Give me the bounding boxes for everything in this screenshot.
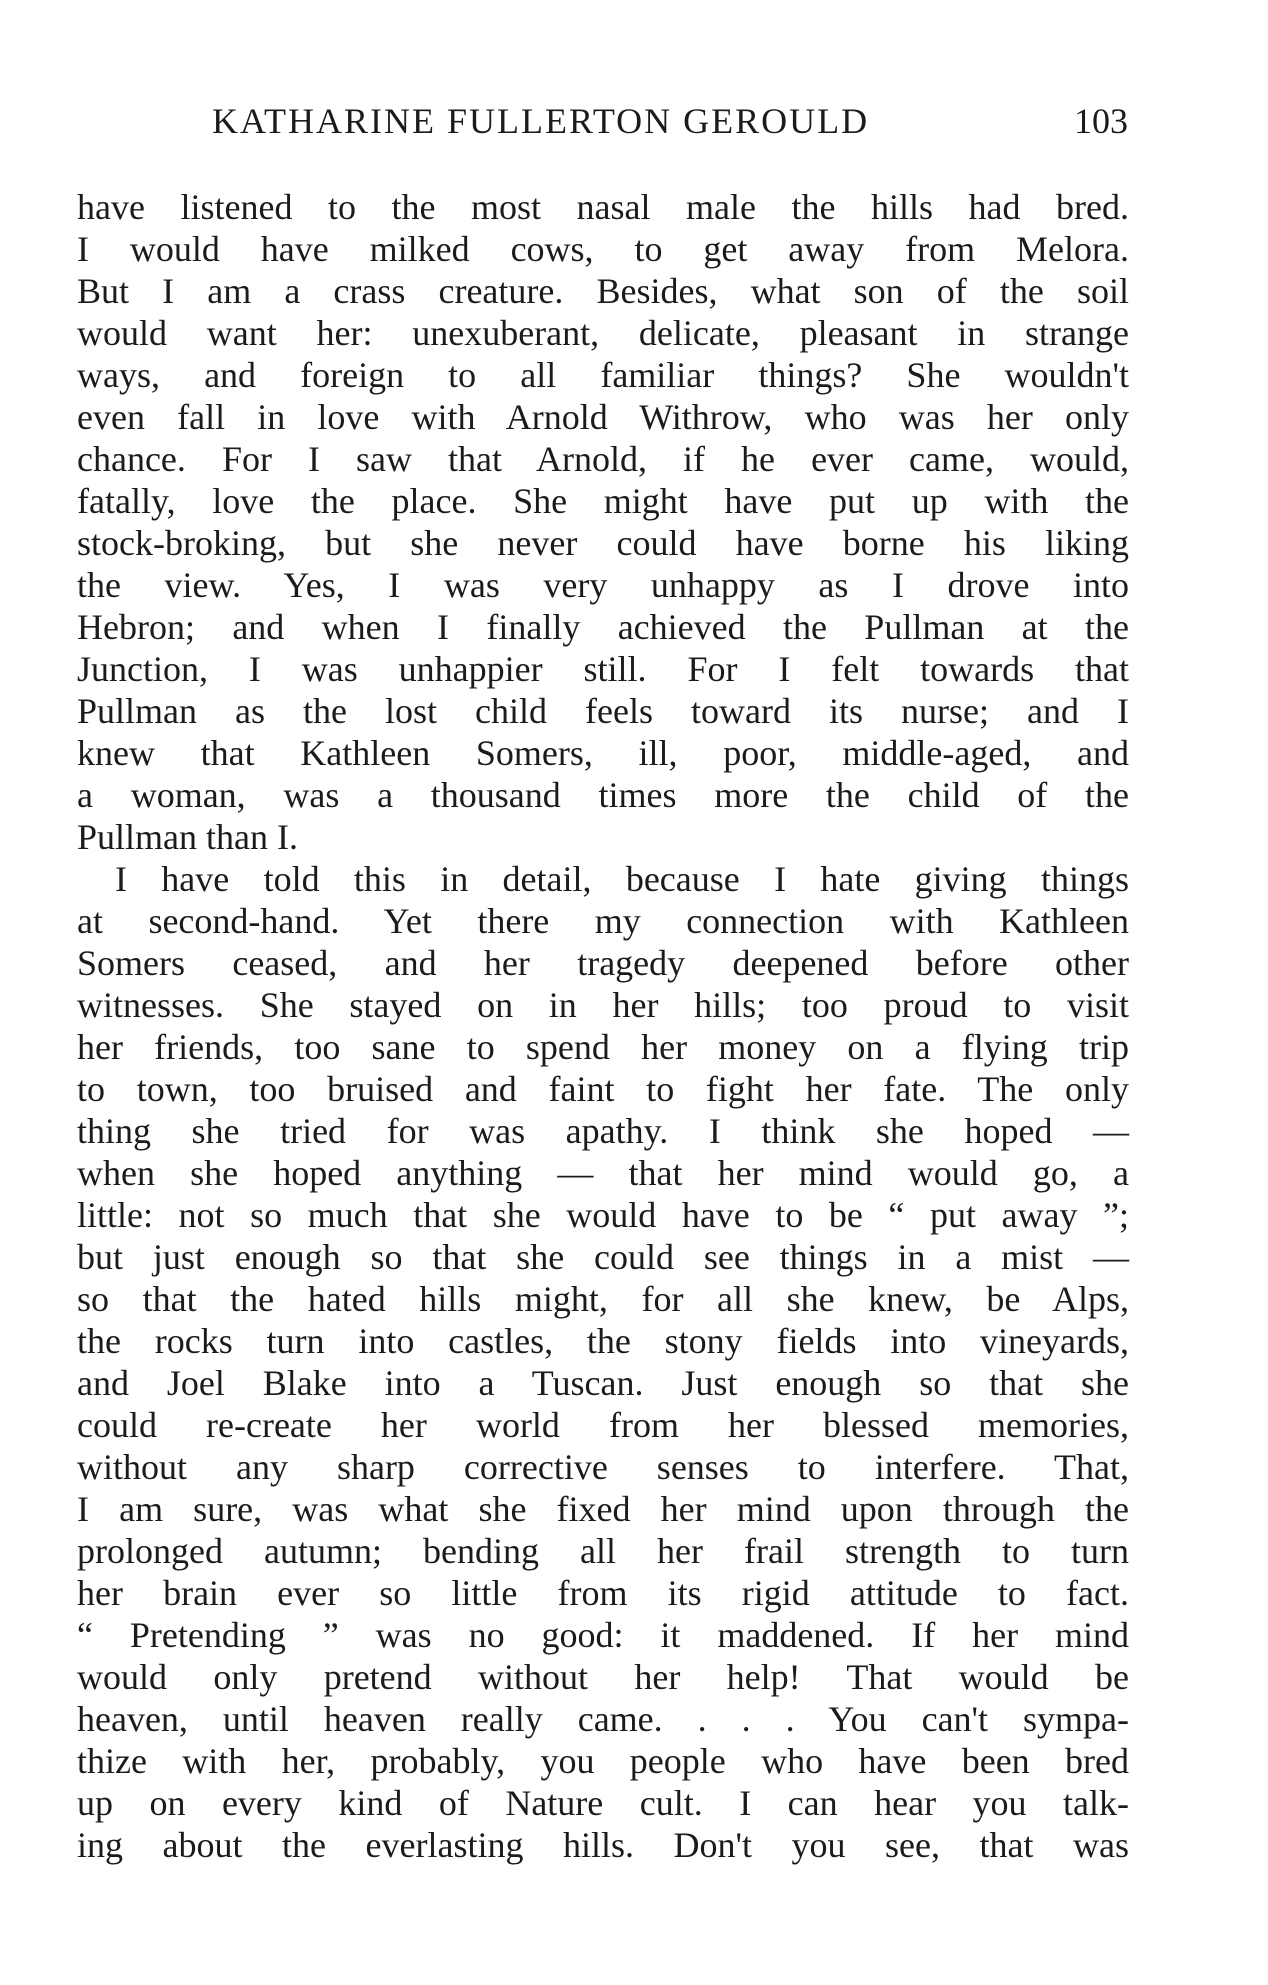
paragraph-end-line: Pullman than I.: [77, 817, 298, 857]
text-line: when she hoped anything — that her mind would go, a: [77, 1153, 1129, 1193]
text-line: fatally, love the place. She might have put up with the: [77, 481, 1129, 521]
text-line: “ Pretending ” was no good: it maddened. If her mind: [77, 1615, 1129, 1655]
body-text: [77, 186, 1129, 1866]
text-line: stock-broking, but she never could have borne his liking: [77, 523, 1129, 563]
text-line: and Joel Blake into a Tuscan. Just enough so that she: [77, 1363, 1129, 1403]
text-line: up on every kind of Nature cult. I can hear you talk-: [77, 1783, 1129, 1823]
text-line: but just enough so that she could see things in a mist —: [77, 1237, 1129, 1277]
text-line: to town, too bruised and faint to fight her fate. The only: [77, 1069, 1129, 1109]
text-line: thing she tried for was apathy. I think she hoped —: [77, 1111, 1129, 1151]
text-line: her brain ever so little from its rigid attitude to fact.: [77, 1573, 1129, 1613]
text-line: so that the hated hills might, for all she knew, be Alps,: [77, 1279, 1129, 1319]
text-line: Junction, I was unhappier still. For I felt towards that: [77, 649, 1129, 689]
text-line: would want her: unexuberant, delicate, pleasant in strange: [77, 313, 1129, 353]
text-line: I am sure, was what she fixed her mind upon through the: [77, 1489, 1129, 1529]
text-line: Hebron; and when I finally achieved the Pullman at the: [77, 607, 1129, 647]
text-line: knew that Kathleen Somers, ill, poor, middle-aged, and: [77, 733, 1129, 773]
text-line: prolonged autumn; bending all her frail strength to turn: [77, 1531, 1129, 1571]
text-line: But I am a crass creature. Besides, what son of the soil: [77, 271, 1129, 311]
page-header: [212, 100, 1128, 150]
text-line: Pullman as the lost child feels toward its nurse; and I: [77, 691, 1129, 731]
text-line: heaven, until heaven really came. . . . You can't sympa-: [77, 1699, 1129, 1739]
text-line: witnesses. She stayed on in her hills; too proud to visit: [77, 985, 1129, 1025]
text-line: would only pretend without her help! That would be: [77, 1657, 1129, 1697]
text-line: chance. For I saw that Arnold, if he ever came, would,: [77, 439, 1129, 479]
text-line: at second-hand. Yet there my connection with Kathleen: [77, 901, 1129, 941]
text-line: even fall in love with Arnold Withrow, who was her only: [77, 397, 1129, 437]
paragraph-start-line: I have told this in detail, because I hate giving things: [115, 859, 1129, 899]
text-line: could re-create her world from her blessed memories,: [77, 1405, 1129, 1445]
text-line: without any sharp corrective senses to interfere. That,: [77, 1447, 1129, 1487]
text-line: little: not so much that she would have to be “ put away ”;: [77, 1195, 1129, 1235]
text-line: Somers ceased, and her tragedy deepened before other: [77, 943, 1129, 983]
running-title: KATHARINE FULLERTON GEROULD: [212, 101, 870, 141]
text-line: have listened to the most nasal male the hills had bred.: [77, 187, 1129, 227]
text-line: ways, and foreign to all familiar things? She wouldn't: [77, 355, 1129, 395]
text-line: her friends, too sane to spend her money on a flying trip: [77, 1027, 1129, 1067]
text-line: I would have milked cows, to get away from Melora.: [77, 229, 1129, 269]
text-line: the rocks turn into castles, the stony fields into vineyards,: [77, 1321, 1129, 1361]
text-line: the view. Yes, I was very unhappy as I drove into: [77, 565, 1129, 605]
page-number: 103: [1074, 101, 1128, 141]
text-line: thize with her, probably, you people who have been bred: [77, 1741, 1129, 1781]
text-line: a woman, was a thousand times more the child of the: [77, 775, 1129, 815]
text-line: ing about the everlasting hills. Don't you see, that was: [77, 1825, 1129, 1865]
